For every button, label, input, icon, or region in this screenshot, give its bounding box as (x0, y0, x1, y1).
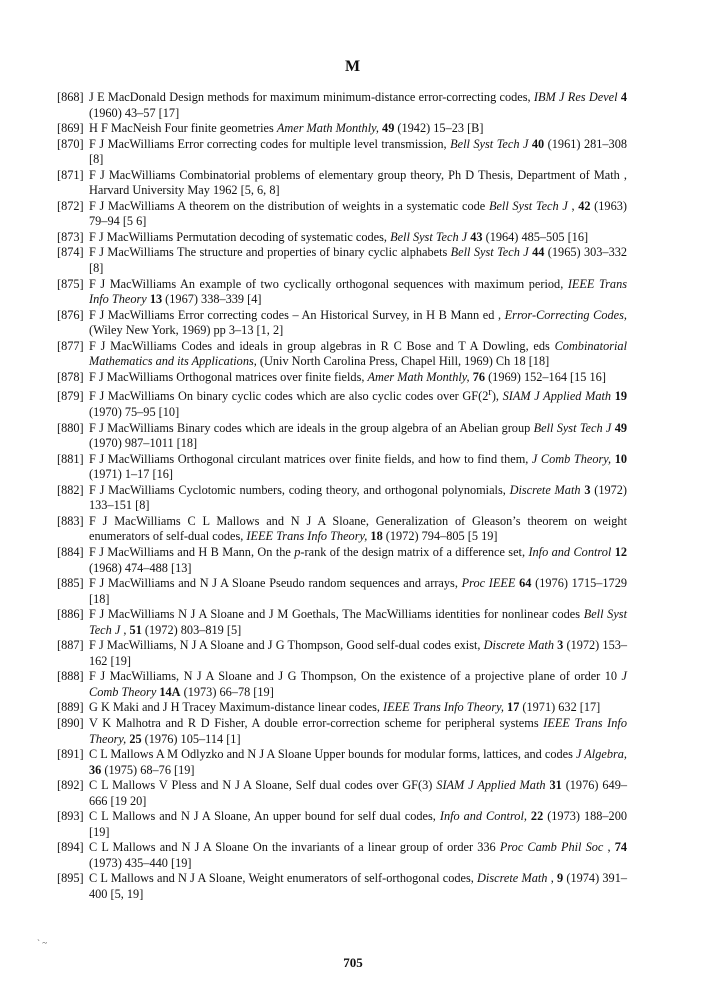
reference-fragment: (1973) 66–78 [19] (180, 684, 274, 699)
reference-number: [873] (57, 229, 84, 244)
reference-number: [887] (57, 638, 84, 653)
volume-number: 22 (530, 809, 544, 824)
volume-number: 44 (532, 245, 545, 260)
reference-text (89, 576, 627, 607)
reference-fragment: F J MacWilliams, N J A Sloane and J G Thompson, On the existence of a projective plane of order 10 (89, 669, 622, 684)
reference-text (89, 545, 627, 576)
reference-fragment: (1976) 105–114 [1] (141, 731, 241, 746)
reference-fragment: (1972) 133–151 [8] (89, 482, 628, 513)
journal-title: IBM J Res Devel (533, 90, 618, 104)
journal-title: IEEE Trans Info Theory, (246, 529, 368, 544)
section-letter: M (344, 58, 362, 75)
reference-fragment: (1964) 485–505 [16] (482, 229, 589, 244)
reference-entry (57, 809, 627, 840)
reference-number: [893] (57, 809, 84, 824)
reference-number: [895] (57, 871, 84, 886)
journal-title: Discrete Math (483, 638, 554, 653)
reference-entry (57, 840, 627, 871)
reference-fragment: F J MacWilliams and H B Mann, On the (89, 544, 295, 559)
reference-number: [881] (57, 451, 84, 466)
reference-fragment: F J MacWilliams Binary codes which are ideals in the group algebra of an Abelian group (89, 420, 534, 435)
reference-fragment: F J MacWilliams, N J A Sloane and J G Thompson, Good self-dual codes exist, (89, 638, 484, 653)
volume-number: 36 (89, 762, 102, 777)
reference-entry (57, 669, 627, 700)
reference-text (89, 700, 627, 716)
reference-text (89, 747, 627, 778)
reference-fragment: (1963) 79–94 [5 6] (89, 198, 627, 229)
reference-entry (57, 370, 627, 386)
reference-text (89, 277, 627, 308)
reference-fragment: (1974) 391–400 [5, 19] (89, 871, 628, 901)
volume-number: 74 (614, 840, 627, 855)
reference-number: [889] (57, 700, 84, 715)
reference-number: [891] (57, 747, 84, 762)
reference-text (89, 607, 627, 638)
reference-entry (57, 545, 627, 576)
reference-fragment: (1972) 153–162 [19] (89, 638, 628, 668)
reference-number: [874] (57, 245, 84, 260)
volume-number: 42 (578, 198, 591, 213)
reference-text (89, 871, 627, 902)
reference-number: [879] (57, 389, 84, 404)
reference-entry (57, 871, 627, 902)
reference-fragment: C L Mallows A M Odlyzko and N J A Sloane Upper bounds for modular forms, lattices, and codes (89, 747, 576, 762)
reference-fragment: ), (491, 389, 503, 404)
reference-text (89, 483, 627, 514)
reference-number: [871] (57, 167, 84, 182)
reference-text (89, 809, 627, 840)
volume-number: 25 (129, 731, 142, 746)
reference-fragment: (1973) 435–440 [19] (89, 855, 192, 870)
reference-number: [892] (57, 778, 84, 793)
journal-title: J Comb Theory (89, 669, 627, 699)
reference-fragment: , (120, 622, 130, 637)
reference-fragment: (1960) 43–57 [17] (89, 105, 180, 120)
journal-title: Proc Camb Phil Soc (499, 840, 604, 855)
volume-number: 64 (519, 576, 532, 591)
reference-entry (57, 199, 627, 230)
reference-entry (57, 700, 627, 716)
reference-text (89, 452, 627, 483)
reference-text (89, 669, 627, 700)
reference-entry (57, 452, 627, 483)
reference-number: [894] (57, 840, 84, 855)
reference-fragment: F J MacWilliams An example of two cyclically orthogonal sequences with maximum period, (89, 276, 568, 291)
reference-text (89, 716, 627, 747)
reference-fragment: F J MacWilliams C L Mallows and N J A Sloane, Generalization of Gleason’s theorem on weight enumerators of self-dual codes, (89, 513, 627, 544)
journal-title: Bell Syst Tech J (533, 420, 612, 435)
reference-fragment: , (567, 198, 579, 213)
reference-fragment: (1975) 68–76 [19] (101, 762, 195, 777)
reference-fragment: -rank of the design matrix of a difference set, (300, 544, 529, 559)
journal-title: Bell Syst Tech J (390, 229, 468, 244)
reference-text (89, 778, 627, 809)
journal-title: Bell Syst Tech J (450, 245, 529, 260)
journal-title: p (294, 544, 301, 559)
reference-text (89, 370, 627, 386)
reference-fragment: F J MacWilliams A theorem on the distribution of weights in a systematic code (89, 198, 489, 213)
reference-number: [869] (57, 121, 84, 136)
volume-number: 4 (620, 90, 628, 104)
reference-entry (57, 168, 627, 199)
reference-entry (57, 716, 627, 747)
reference-entry (57, 778, 627, 809)
reference-text (89, 385, 627, 420)
reference-entry (57, 747, 627, 778)
reference-text (89, 308, 627, 339)
page-number: 705 (343, 955, 363, 970)
reference-fragment: F J MacWilliams Cyclotomic numbers, coding theory, and orthogonal polynomials, (89, 482, 510, 497)
volume-number: 31 (549, 778, 562, 793)
reference-fragment: (1970) 75–95 [10] (89, 405, 180, 420)
reference-number: [884] (57, 544, 84, 559)
volume-number: 76 (472, 369, 486, 384)
volume-number: 40 (531, 136, 545, 151)
reference-entry (57, 514, 627, 545)
reference-fragment: (1976) 1715–1729 [18] (89, 576, 627, 606)
reference-fragment: F J MacWilliams Orthogonal matrices over finite fields, (89, 369, 368, 384)
journal-title: J Comb Theory, (531, 451, 612, 466)
journal-title: Proc IEEE (461, 576, 516, 591)
reference-fragment: C L Mallows and N J A Sloane, An upper bound for self dual codes, (89, 809, 440, 824)
reference-fragment: F J MacWilliams Permutation decoding of systematic codes, (89, 229, 391, 244)
reference-fragment: F J MacWilliams Error correcting codes – An Historical Survey, in H B Mann ed , (89, 307, 505, 322)
journal-title: IEEE Trans Info Theory (89, 276, 628, 307)
reference-entry (57, 385, 627, 420)
journal-title: Bell Syst Tech J (488, 198, 568, 213)
journal-title: Combinatorial Mathematics and its Applications, (89, 338, 627, 369)
reference-fragment: (1972) 803–819 [5] (141, 622, 242, 637)
volume-number: 3 (584, 482, 591, 497)
reference-fragment: (Univ North Carolina Press, Chapel Hill, 1969) Ch 18 [18] (256, 354, 550, 369)
reference-text (89, 840, 627, 871)
reference-entry (57, 121, 627, 137)
journal-title: SIAM J Applied Math (436, 778, 546, 793)
reference-fragment: (1972) 794–805 [5 19] (382, 529, 498, 544)
reference-number: [877] (57, 338, 84, 353)
journal-title: Error-Correcting Codes, (504, 307, 627, 322)
reference-entry (57, 638, 627, 669)
reference-text (89, 230, 627, 246)
reference-list (57, 90, 627, 903)
reference-fragment: (1969) 152–164 [15 16] (485, 369, 606, 384)
reference-fragment: G K Maki and J H Tracey Maximum-distance linear codes, (89, 700, 384, 715)
reference-text (89, 514, 627, 545)
reference-number: [882] (57, 482, 84, 497)
journal-title: Discrete Math (477, 871, 548, 886)
volume-number: 14A (159, 684, 181, 699)
reference-fragment: F J MacWilliams Codes and ideals in group algebras in R C Bose and T A Dowling, eds (89, 338, 555, 353)
reference-text (89, 638, 627, 669)
journal-title: Amer Math Monthly, (276, 121, 379, 136)
reference-fragment: H F MacNeish Four finite geometries (89, 121, 277, 136)
reference-fragment: C L Mallows V Pless and N J A Sloane, Self dual codes over GF(3) (89, 778, 437, 793)
reference-entry (57, 90, 627, 121)
reference-fragment: (1971) 632 [17] (519, 700, 601, 715)
journal-title: Bell Syst Tech J (89, 607, 627, 637)
reference-fragment: r (488, 387, 492, 399)
reference-fragment: F J MacWilliams Error correcting codes for multiple level transmission, (89, 136, 451, 151)
reference-fragment: J E MacDonald Design methods for maximum minimum-distance error-correcting codes, (89, 90, 534, 104)
reference-text (89, 137, 627, 168)
volume-number: 3 (557, 638, 564, 653)
margin-mark: ` ~ (37, 938, 48, 948)
reference-fragment: F J MacWilliams The structure and properties of binary cyclic alphabets (89, 245, 451, 260)
volume-number: 49 (614, 420, 627, 435)
volume-number: 49 (382, 121, 395, 136)
journal-title: Bell Syst Tech J (450, 136, 529, 151)
reference-fragment: (1961) 281–308 [8] (89, 136, 627, 167)
reference-fragment: F J MacWilliams Combinatorial problems of elementary group theory, Ph D Thesis, Department of Math , Harvard University May 1962 [5, 6, 8] (89, 167, 627, 198)
reference-fragment: F J MacWilliams and N J A Sloane Pseudo random sequences and arrays, (89, 576, 462, 591)
reference-number: [888] (57, 669, 84, 684)
reference-number: [875] (57, 276, 84, 291)
volume-number: 43 (470, 229, 483, 244)
reference-text (89, 245, 627, 276)
reference-fragment: , (603, 840, 615, 855)
reference-fragment: (1970) 987–1011 [18] (89, 436, 198, 451)
volume-number: 19 (614, 389, 627, 404)
reference-number: [890] (57, 715, 84, 730)
reference-text (89, 339, 627, 370)
journal-title: Info and Control, (439, 809, 527, 824)
reference-entry (57, 308, 627, 339)
reference-number: [880] (57, 420, 84, 435)
reference-number: [872] (57, 198, 84, 213)
journal-title: Discrete Math (509, 482, 581, 497)
volume-number: 17 (507, 700, 520, 715)
volume-number: 10 (614, 451, 627, 466)
reference-fragment: F J MacWilliams Orthogonal circulant matrices over finite fields, and how to find them, (89, 451, 532, 466)
reference-number: [885] (57, 576, 84, 591)
volume-number: 9 (557, 871, 564, 886)
journal-title: SIAM J Applied Math (502, 389, 612, 404)
reference-entry (57, 576, 627, 607)
reference-fragment: , (547, 871, 557, 886)
reference-fragment: (1965) 303–332 [8] (89, 245, 628, 276)
reference-fragment: F J MacWilliams N J A Sloane and J M Goethals, The MacWilliams identities for nonlinear codes (89, 607, 584, 622)
journal-title: J Algebra, (575, 747, 627, 762)
reference-fragment: C L Mallows and N J A Sloane, Weight enumerators of self-orthogonal codes, (89, 871, 478, 886)
reference-number: [868] (57, 90, 84, 104)
reference-number: [870] (57, 136, 84, 151)
reference-text (89, 168, 627, 199)
reference-fragment: V K Malhotra and R D Fisher, A double error-correction scheme for peripheral systems (89, 715, 544, 730)
journal-title: IEEE Trans Info Theory, (89, 715, 627, 746)
reference-fragment: (1976) 649–666 [19 20] (89, 778, 627, 808)
reference-fragment: (Wiley New York, 1969) pp 3–13 [1, 2] (89, 323, 284, 338)
reference-fragment: F J MacWilliams On binary cyclic codes which are also cyclic codes over GF(2 (89, 389, 489, 404)
journal-title: Amer Math Monthly, (367, 369, 470, 384)
reference-entry (57, 230, 627, 246)
reference-fragment: C L Mallows and N J A Sloane On the invariants of a linear group of order 336 (89, 840, 500, 855)
reference-text (89, 121, 627, 137)
reference-text (89, 421, 627, 452)
reference-number: [876] (57, 307, 84, 322)
reference-number: [886] (57, 607, 84, 622)
volume-number: 13 (149, 292, 163, 307)
reference-fragment: (1942) 15–23 [B] (394, 121, 484, 136)
journal-title: IEEE Trans Info Theory, (383, 700, 504, 715)
journal-title: Info and Control (528, 544, 612, 559)
reference-text (89, 199, 627, 230)
reference-number: [883] (57, 513, 84, 528)
reference-entry (57, 607, 627, 638)
reference-entry (57, 245, 627, 276)
reference-fragment: (1971) 1–17 [16] (89, 467, 174, 482)
volume-number: 12 (614, 544, 627, 559)
reference-text (89, 90, 627, 121)
volume-number: 51 (129, 622, 142, 637)
reference-fragment: (1973) 188–200 [19] (89, 809, 627, 839)
volume-number: 18 (370, 529, 383, 544)
reference-number: [878] (57, 369, 84, 384)
reference-fragment: (1967) 338–339 [4] (162, 292, 262, 307)
reference-entry (57, 137, 627, 168)
reference-fragment: (1968) 474–488 [13] (89, 560, 192, 575)
reference-entry (57, 339, 627, 370)
reference-entry (57, 277, 627, 308)
reference-entry (57, 483, 627, 514)
reference-entry (57, 421, 627, 452)
